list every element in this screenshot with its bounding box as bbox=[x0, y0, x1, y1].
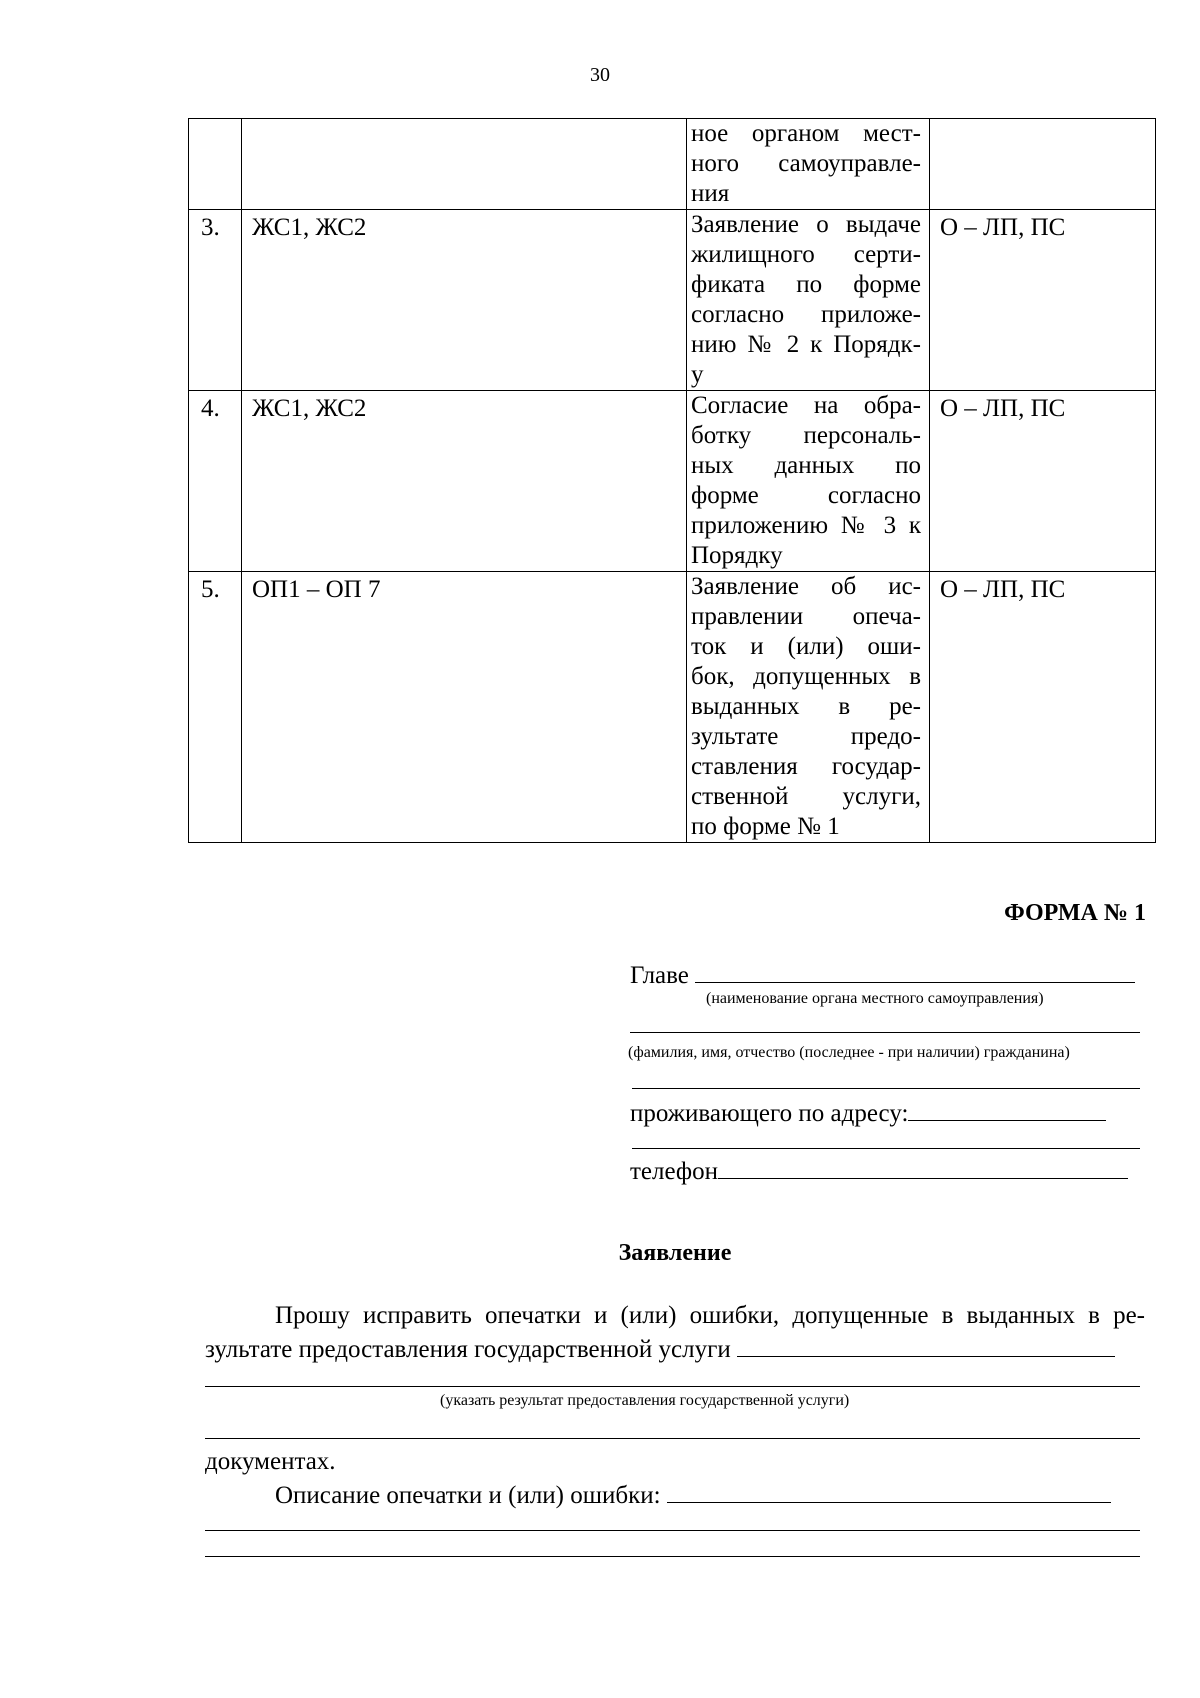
doc-line: у bbox=[691, 361, 704, 388]
statement-title: Заявление bbox=[618, 1240, 732, 1266]
phone-field[interactable] bbox=[718, 1154, 1128, 1179]
doc-line: ток и (или) оши- bbox=[691, 633, 921, 660]
row-document bbox=[687, 119, 930, 210]
doc-line: ных данных по bbox=[691, 452, 921, 479]
row-number: 4. bbox=[189, 391, 242, 572]
request-line-2 bbox=[205, 1332, 1145, 1366]
row-requirement: О – ЛП, ПС bbox=[930, 210, 1156, 391]
to-label: Главе bbox=[630, 962, 689, 989]
doc-line: фиката по форме bbox=[691, 271, 921, 298]
doc-line: ния bbox=[691, 180, 730, 207]
applicant-name-field-continued[interactable] bbox=[632, 1088, 1140, 1089]
row-code bbox=[242, 119, 687, 210]
row-requirement: О – ЛП, ПС bbox=[930, 572, 1156, 843]
documents-table bbox=[188, 118, 1156, 843]
row-code: ЖС1, ЖС2 bbox=[242, 391, 687, 572]
request-line-2-text: зультате предоставления государственной услуги bbox=[205, 1336, 731, 1363]
service-result-field-extra[interactable] bbox=[205, 1438, 1140, 1439]
description-field-continued[interactable] bbox=[205, 1530, 1140, 1531]
row-requirement: О – ЛП, ПС bbox=[930, 391, 1156, 572]
service-result-field-continued[interactable] bbox=[205, 1386, 1140, 1387]
doc-line: по форме № 1 bbox=[691, 813, 840, 840]
row-code: ЖС1, ЖС2 bbox=[242, 210, 687, 391]
table-row bbox=[189, 119, 1156, 210]
description-field[interactable] bbox=[667, 1478, 1111, 1503]
row-requirement bbox=[930, 119, 1156, 210]
addressee-line bbox=[630, 958, 1140, 990]
address-line bbox=[630, 1096, 1140, 1128]
doc-line: Порядку bbox=[691, 542, 783, 569]
applicant-name-caption: (фамилия, имя, отчество (последнее - при наличии) гражданина) bbox=[628, 1044, 1070, 1061]
row-number: 3. bbox=[189, 210, 242, 391]
table-row bbox=[189, 572, 1156, 843]
description-paragraph bbox=[205, 1446, 1145, 1512]
form-title: ФОРМА № 1 bbox=[1004, 900, 1146, 926]
documents-word: документах. bbox=[205, 1448, 336, 1475]
row-document bbox=[687, 572, 930, 843]
doc-line: выданных в ре- bbox=[691, 693, 921, 720]
authority-name-field[interactable] bbox=[695, 958, 1135, 983]
service-result-field[interactable] bbox=[737, 1332, 1115, 1357]
doc-line: Согласие на обра- bbox=[691, 392, 921, 419]
description-line bbox=[205, 1478, 1145, 1512]
doc-line: правлении опеча- bbox=[691, 603, 921, 630]
row-document bbox=[687, 391, 930, 572]
phone-line bbox=[630, 1154, 1140, 1186]
address-label: проживающего по адресу: bbox=[630, 1100, 909, 1127]
request-paragraph bbox=[205, 1300, 1145, 1366]
table-row bbox=[189, 210, 1156, 391]
doc-line: Заявление о выдаче bbox=[691, 211, 921, 238]
row-code: ОП1 – ОП 7 bbox=[242, 572, 687, 843]
description-label: Описание опечатки и (или) ошибки: bbox=[275, 1482, 661, 1509]
page-number: 30 bbox=[590, 64, 610, 86]
result-caption: (указать результат предоставления государственной услуги) bbox=[440, 1392, 850, 1409]
row-number: 5. bbox=[189, 572, 242, 843]
row-document bbox=[687, 210, 930, 391]
doc-line: бок, допущенных в bbox=[691, 663, 921, 690]
doc-line: согласно приложе- bbox=[691, 301, 921, 328]
address-field-continued[interactable] bbox=[632, 1148, 1140, 1149]
doc-line: ного самоуправле- bbox=[691, 150, 921, 177]
doc-line: ственной услуги, bbox=[691, 783, 921, 810]
doc-line: зультате предо- bbox=[691, 723, 921, 750]
doc-line: приложению № 3 к bbox=[691, 512, 921, 539]
doc-line: нию № 2 к Порядк- bbox=[691, 331, 921, 358]
doc-line: Заявление об ис- bbox=[691, 573, 921, 600]
doc-line: ное органом мест- bbox=[691, 120, 921, 147]
table-row bbox=[189, 391, 1156, 572]
doc-line: форме согласно bbox=[691, 482, 921, 509]
address-field[interactable] bbox=[908, 1096, 1106, 1121]
row-number bbox=[189, 119, 242, 210]
doc-line: ставления государ- bbox=[691, 753, 921, 780]
description-field-extra[interactable] bbox=[205, 1556, 1140, 1557]
phone-label: телефон bbox=[630, 1158, 718, 1185]
doc-line: ботку персональ- bbox=[691, 422, 921, 449]
doc-line: жилищного серти- bbox=[691, 241, 921, 268]
authority-caption: (наименование органа местного самоуправления) bbox=[706, 990, 1044, 1007]
request-line-1: Прошу исправить опечатки и (или) ошибки, допущенные в выданных в ре- bbox=[275, 1302, 1145, 1329]
applicant-name-field[interactable] bbox=[630, 1032, 1140, 1033]
